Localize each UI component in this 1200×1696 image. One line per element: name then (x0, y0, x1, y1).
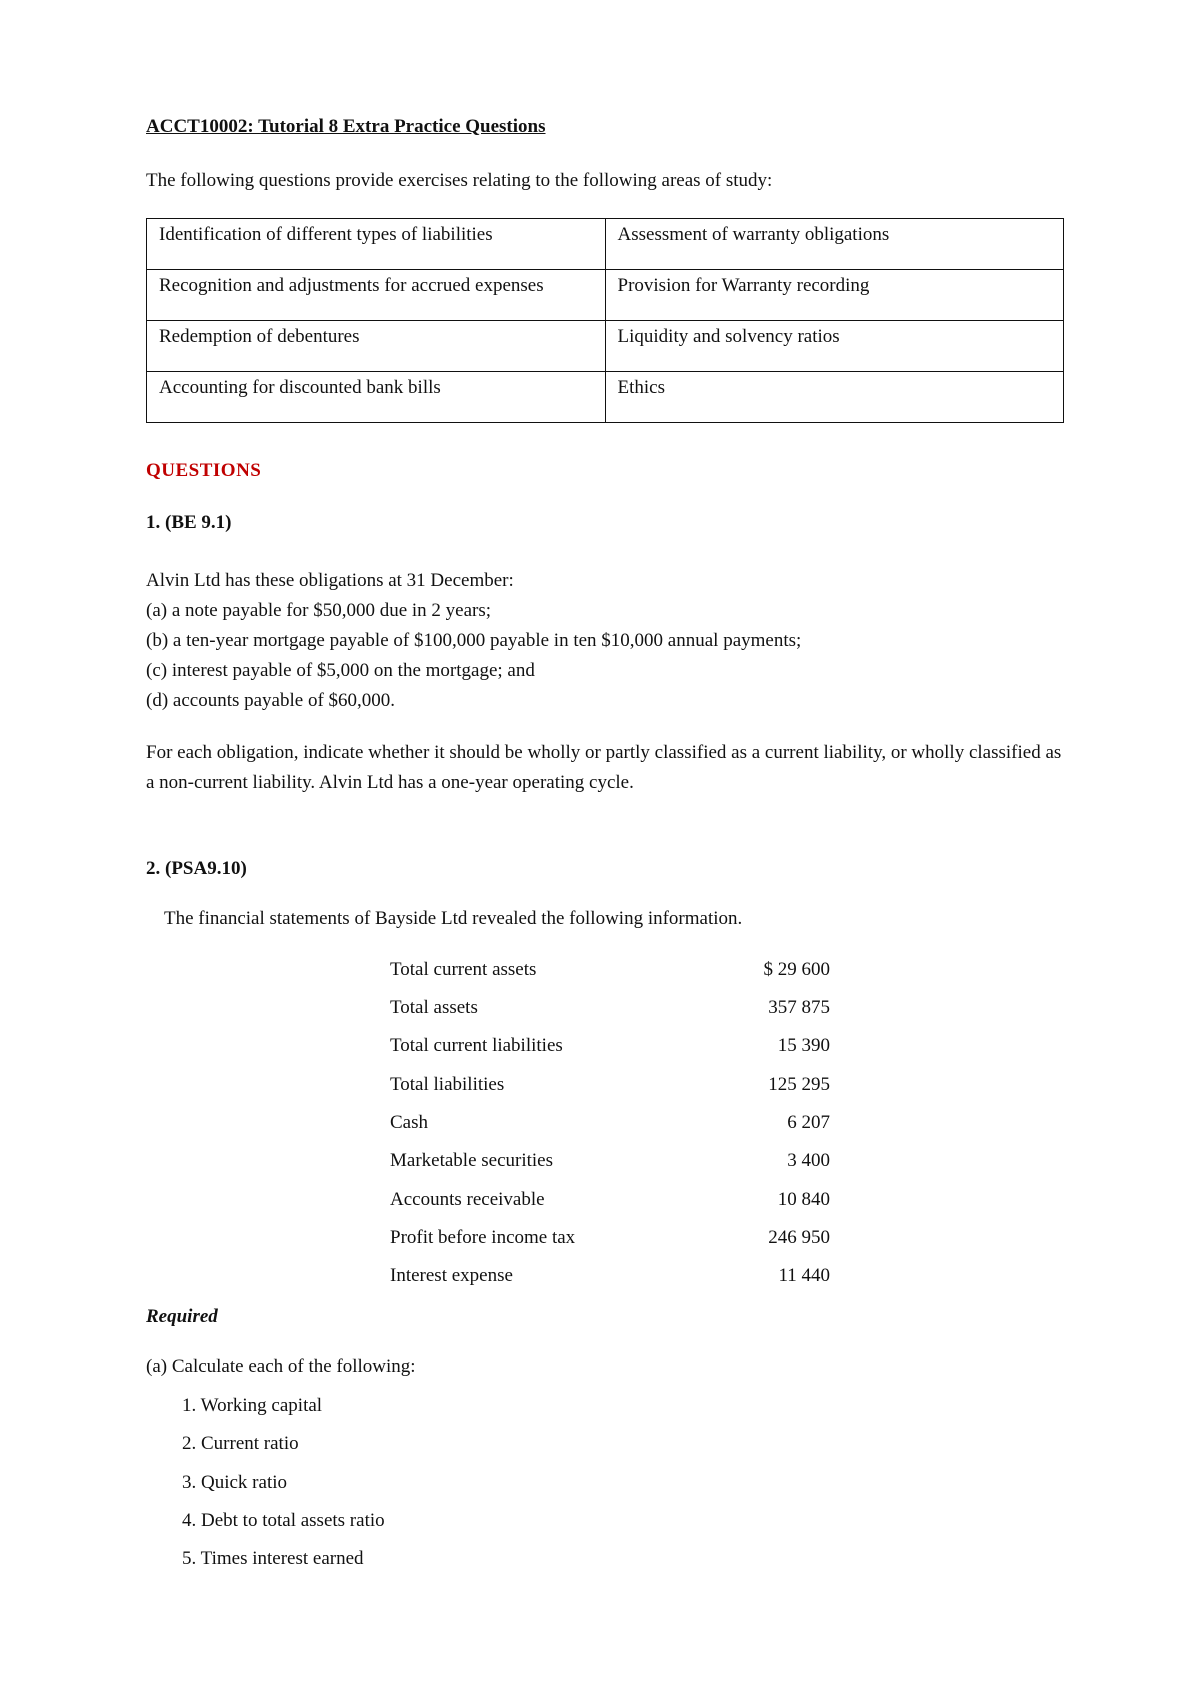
question-2-stem: The financial statements of Bayside Ltd revealed the following information. (164, 908, 743, 929)
financial-label: Total current assets (390, 959, 537, 980)
financial-label: Profit before income tax (390, 1227, 576, 1248)
list-item: (a) a note payable for $50,000 due in 2 years; (146, 600, 492, 621)
table-cell: Provision for Warranty recording (605, 270, 1064, 321)
questions-heading: QUESTIONS (146, 460, 262, 481)
financial-value: 15 390 (777, 1035, 830, 1056)
table-cell: Assessment of warranty obligations (605, 219, 1064, 270)
table-row (147, 321, 1064, 372)
topics-table (146, 218, 1064, 423)
financial-label: Total current liabilities (390, 1035, 563, 1056)
table-row (147, 372, 1064, 423)
document-title: ACCT10002: Tutorial 8 Extra Practice Questions (146, 116, 546, 137)
financial-value: 6 207 (787, 1112, 830, 1133)
financial-value: $ 29 600 (763, 959, 830, 980)
list-item: 5. Times interest earned (182, 1548, 364, 1569)
table-cell: Ethics (605, 372, 1064, 423)
financial-label: Total assets (390, 997, 478, 1018)
question-1-heading: 1. (BE 9.1) (146, 512, 232, 533)
question-1-instruction: For each obligation, indicate whether it should be wholly or partly classified as a current liability, or wholly classified as a non-current liability. Alvin Ltd has a one-year operating cycle. (146, 742, 1062, 793)
table-cell: Accounting for discounted bank bills (147, 372, 606, 423)
financial-label: Accounts receivable (390, 1189, 545, 1210)
list-item: 4. Debt to total assets ratio (182, 1510, 385, 1531)
calc-instruction: (a) Calculate each of the following: (146, 1356, 416, 1377)
financial-label: Interest expense (390, 1265, 513, 1286)
financial-label: Cash (390, 1112, 428, 1133)
question-2-heading: 2. (PSA9.10) (146, 858, 247, 879)
required-label: Required (146, 1306, 218, 1327)
table-row (147, 219, 1064, 270)
financial-label: Total liabilities (390, 1074, 505, 1095)
table-cell: Identification of different types of liabilities (147, 219, 606, 270)
financial-value: 3 400 (787, 1150, 830, 1171)
financial-label: Marketable securities (390, 1150, 554, 1171)
intro-text: The following questions provide exercises relating to the following areas of study: (146, 170, 773, 191)
question-1-stem: Alvin Ltd has these obligations at 31 December: (146, 570, 514, 591)
list-item: 2. Current ratio (182, 1433, 299, 1454)
table-cell: Redemption of debentures (147, 321, 606, 372)
list-item: (d) accounts payable of $60,000. (146, 690, 396, 711)
financial-value: 246 950 (768, 1227, 830, 1248)
list-item: 1. Working capital (182, 1395, 323, 1416)
table-cell: Recognition and adjustments for accrued expenses (147, 270, 606, 321)
list-item: 3. Quick ratio (182, 1472, 288, 1493)
financial-value: 11 440 (778, 1265, 830, 1286)
financial-value: 357 875 (768, 997, 830, 1018)
table-cell: Liquidity and solvency ratios (605, 321, 1064, 372)
table-row (147, 270, 1064, 321)
financial-value: 125 295 (768, 1074, 830, 1095)
list-item: (c) interest payable of $5,000 on the mortgage; and (146, 660, 535, 681)
list-item: (b) a ten-year mortgage payable of $100,000 payable in ten $10,000 annual payments; (146, 630, 802, 651)
financial-value: 10 840 (777, 1189, 830, 1210)
